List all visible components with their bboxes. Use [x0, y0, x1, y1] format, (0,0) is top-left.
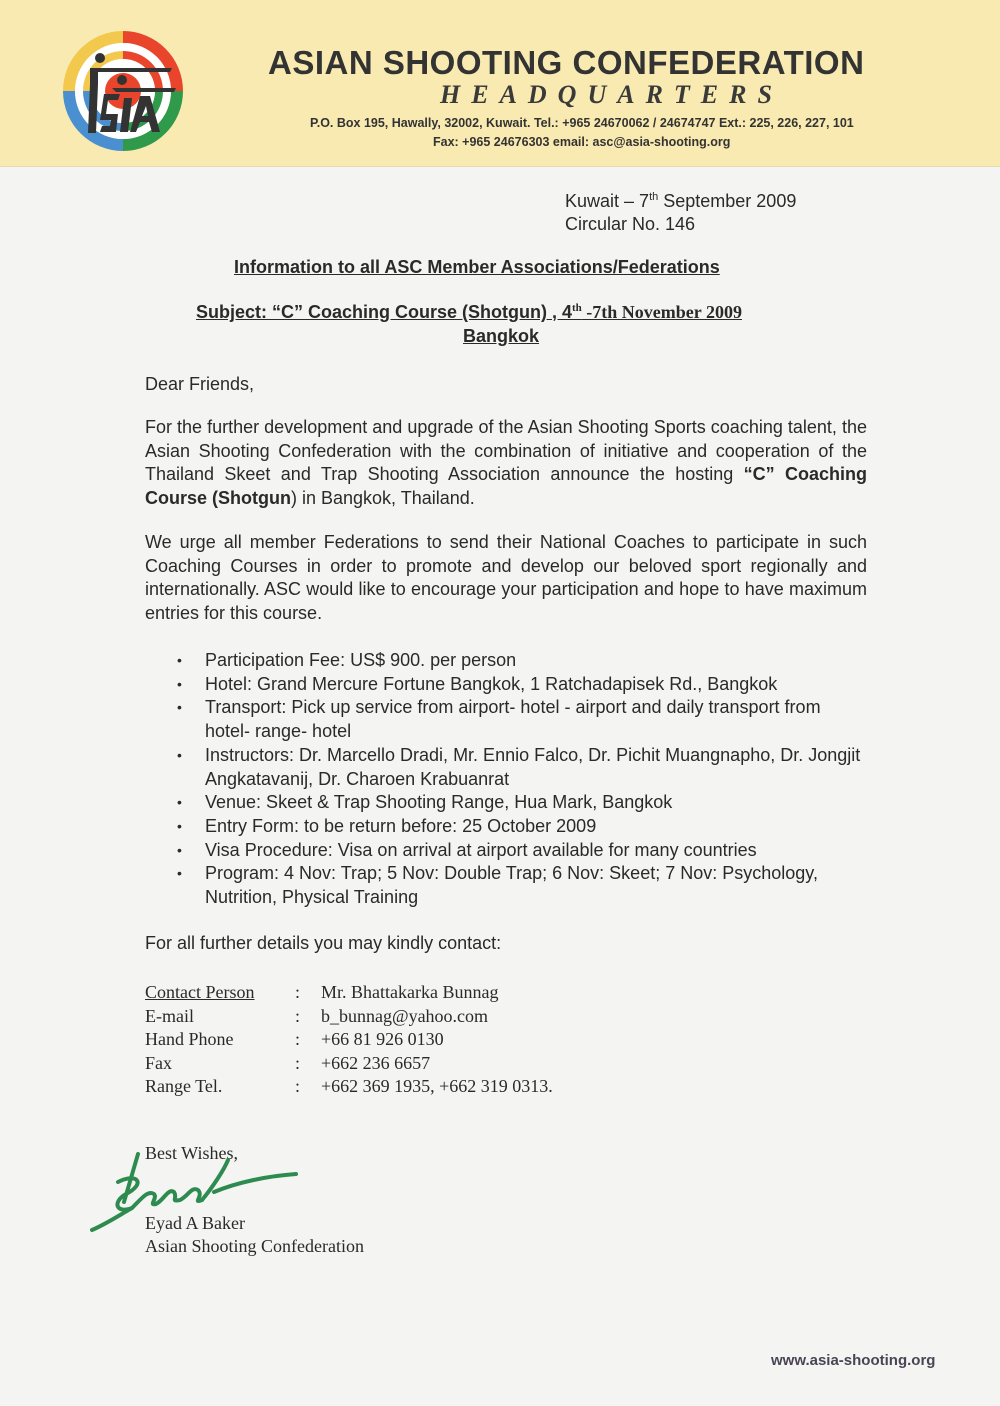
contact-separator: : — [295, 1076, 301, 1096]
contact-separator: : — [295, 1005, 301, 1026]
bullet-icon: • — [177, 699, 182, 716]
contact-table — [145, 981, 553, 1099]
list-item-text: Program: 4 Nov: Trap; 5 Nov: Double Trap; 6 Nov: Skeet; 7 Nov: Psychology, Nutrition, Physical Training — [205, 863, 818, 908]
signatory-name: Eyad A Baker — [145, 1212, 245, 1233]
subject-sup: th — [572, 302, 582, 314]
list-item-text: Hotel: Grand Mercure Fortune Bangkok, 1 Ratchadapisek Rd., Bangkok — [205, 673, 778, 694]
date-line — [565, 186, 796, 213]
headquarters-subtitle: HEADQUARTERS — [440, 80, 783, 109]
list-item — [175, 862, 865, 909]
contact-value: Mr. Bhattakarka Bunnag — [321, 982, 499, 1002]
asc-logo-icon — [60, 28, 186, 154]
paragraph-intro — [145, 416, 867, 510]
contact-value: +662 236 6657 — [321, 1052, 431, 1073]
contact-separator: : — [295, 1029, 301, 1049]
subject-city: Bangkok — [463, 326, 540, 346]
date-rest: September 2009 — [658, 191, 797, 211]
bullet-icon: • — [177, 841, 182, 858]
bullet-icon: • — [177, 746, 182, 763]
list-item — [175, 791, 865, 815]
contact-label: Fax — [145, 1052, 172, 1073]
bullet-icon: • — [177, 817, 182, 834]
bullet-icon: • — [177, 675, 182, 692]
table-row — [145, 1005, 553, 1029]
list-item-text: Venue: Skeet & Trap Shooting Range, Hua Mark, Bangkok — [205, 792, 673, 813]
contact-intro: For all further details you may kindly contact: — [145, 933, 502, 953]
para1-tail: ) in Bangkok, Thailand. — [291, 487, 475, 508]
contact-email[interactable]: b_bunnag@yahoo.com — [321, 1005, 489, 1026]
contact-value: +66 81 926 0130 — [321, 1029, 444, 1049]
details-list — [175, 649, 865, 910]
list-item-text: Transport: Pick up service from airport- hotel - airport and daily transport from hotel- range- hotel — [205, 697, 821, 742]
contact-label: E-mail — [145, 1005, 194, 1026]
subject-dates: -7th November 2009 — [581, 302, 742, 322]
letter-meta — [565, 186, 796, 236]
paragraph-urge: We urge all member Federations to send their National Coaches to participate in such Coaching Courses in order to promote and develop our beloved sport regionally and internationally. ASC would like to encourage your participation and hope to have maximum entries for this course. — [145, 532, 867, 623]
bullet-icon: • — [177, 865, 182, 882]
list-item-text: Visa Procedure: Visa on arrival at airport available for many countries — [205, 839, 757, 860]
list-item — [175, 649, 865, 673]
fax-email-line: Fax: +965 24676303 email: asc@asia-shooting.org — [433, 135, 731, 149]
date-place: Kuwait – 7 — [565, 191, 650, 211]
list-item — [175, 673, 865, 697]
contact-separator: : — [295, 1052, 301, 1073]
list-item-text: Instructors: Dr. Marcello Dradi, Mr. Ennio Falco, Dr. Pichit Muangnapho, Dr. Jongjit Angkatavanij, Dr. Charoen Krabuanrat — [205, 744, 861, 789]
contact-label: Range Tel. — [145, 1076, 223, 1096]
para1-bold: “C” Coaching Course (Shotgun — [145, 464, 867, 508]
list-item-text: Participation Fee: US$ 900. per person — [205, 650, 517, 670]
org-name: ASIAN SHOOTING CONFEDERATION — [268, 44, 865, 81]
date-suffix: th — [649, 191, 659, 203]
contact-separator: : — [295, 982, 301, 1002]
info-title: Information to all ASC Member Associations/Federations — [234, 257, 720, 277]
website-link[interactable]: www.asia-shooting.org — [771, 1352, 936, 1369]
letterhead — [0, 0, 1000, 167]
list-item — [175, 696, 865, 743]
subject-prefix: Subject: “C” Coaching Course (Shotgun) , 4 — [196, 302, 573, 322]
para1-text: For the further development and upgrade of the Asian Shooting Sports coaching talent, the Asian Shooting Confederation with the combination of initiative and cooperation of the Thailand Skeet and Trap Shooting Association announce the hosting — [145, 417, 867, 484]
subject-line — [196, 302, 742, 323]
signature-icon — [88, 1142, 308, 1242]
bullet-icon: • — [177, 794, 182, 811]
table-row — [145, 981, 553, 1005]
greeting: Dear Friends, — [145, 374, 255, 394]
best-wishes: Best Wishes, — [145, 1143, 238, 1163]
table-row — [145, 1052, 553, 1076]
contact-label: Contact Person — [145, 982, 255, 1002]
contact-label: Hand Phone — [145, 1029, 234, 1049]
signatory-org: Asian Shooting Confederation — [145, 1236, 364, 1256]
table-row — [145, 1028, 553, 1052]
address-line: P.O. Box 195, Hawally, 32002, Kuwait. Tel.: +965 24670062 / 24674747 Ext.: 225, 226, 227, 101 — [310, 116, 854, 130]
circular-number: Circular No. 146 — [565, 214, 696, 234]
list-item — [175, 744, 865, 791]
list-item — [175, 815, 865, 839]
contact-value: +662 369 1935, +662 319 0313. — [321, 1076, 553, 1096]
list-item — [175, 839, 865, 863]
list-item-text: Entry Form: to be return before: 25 October 2009 — [205, 815, 597, 836]
bullet-icon: • — [177, 652, 182, 668]
table-row — [145, 1075, 553, 1099]
